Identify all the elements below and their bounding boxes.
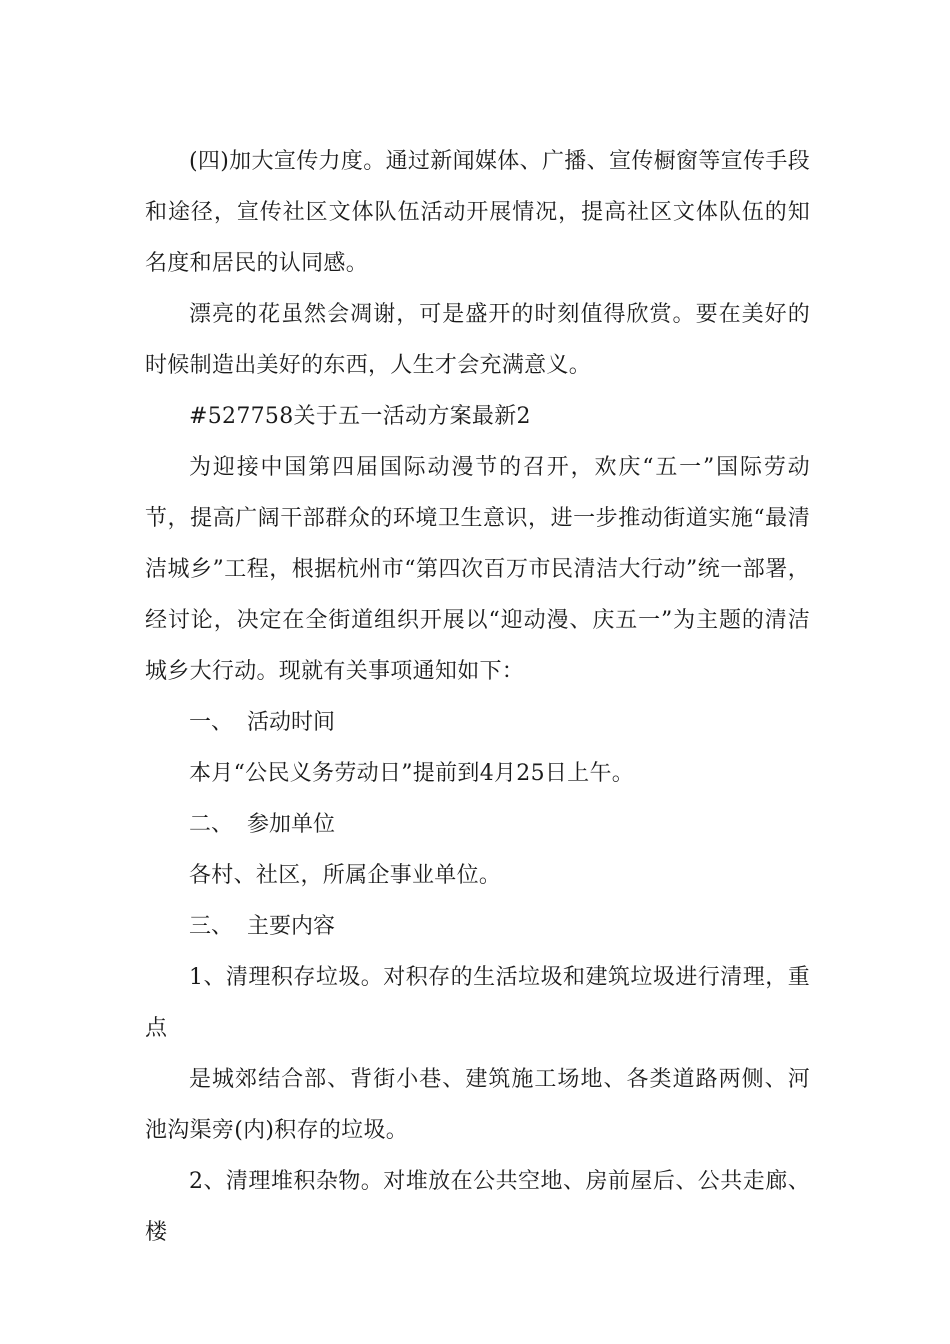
heading-main-content: 三、 主要内容 — [189, 914, 335, 939]
document-body — [145, 136, 810, 1258]
paragraph-activity-time: 本月“公民义务劳动日”提前到4月25日上午。 — [189, 761, 635, 786]
paragraph-flowers: 漂亮的花虽然会凋谢，可是盛开的时刻值得欣赏。要在美好的时候制造出美好的东西，人生才会充满意义。 — [145, 302, 810, 378]
heading-participants: 二、 参加单位 — [189, 812, 335, 837]
paragraph-item-1: 1、清理积存垃圾。对积存的生活垃圾和建筑垃圾进行清理，重点 — [145, 965, 810, 1041]
paragraph-intro: 为迎接中国第四届国际动漫节的召开，欢庆“五一”国际劳动节，提高广阔干部群众的环境卫生意识，进一步推动街道实施“最清洁城乡”工程，根据杭州市“第四次百万市民清洁大行动”统一部署，经讨论，决定在全街道组织开展以“迎动漫、庆五一”为主题的清洁城乡大行动。现就有关事项通知如下： — [145, 455, 810, 684]
heading-activity-time: 一、 活动时间 — [189, 710, 335, 735]
paragraph-publicity: (四)加大宣传力度。通过新闻媒体、广播、宣传橱窗等宣传手段和途径，宣传社区文体队伍活动开展情况，提高社区文体队伍的知名度和居民的认同感。 — [145, 149, 810, 276]
section-title: #527758关于五一活动方案最新2 — [189, 404, 531, 429]
paragraph-item-1-continued: 是城郊结合部、背街小巷、建筑施工场地、各类道路两侧、河池沟渠旁(内)积存的垃圾。 — [145, 1067, 810, 1143]
paragraph-item-2: 2、清理堆积杂物。对堆放在公共空地、房前屋后、公共走廊、楼 — [145, 1169, 810, 1245]
paragraph-participants: 各村、社区，所属企事业单位。 — [189, 863, 502, 888]
